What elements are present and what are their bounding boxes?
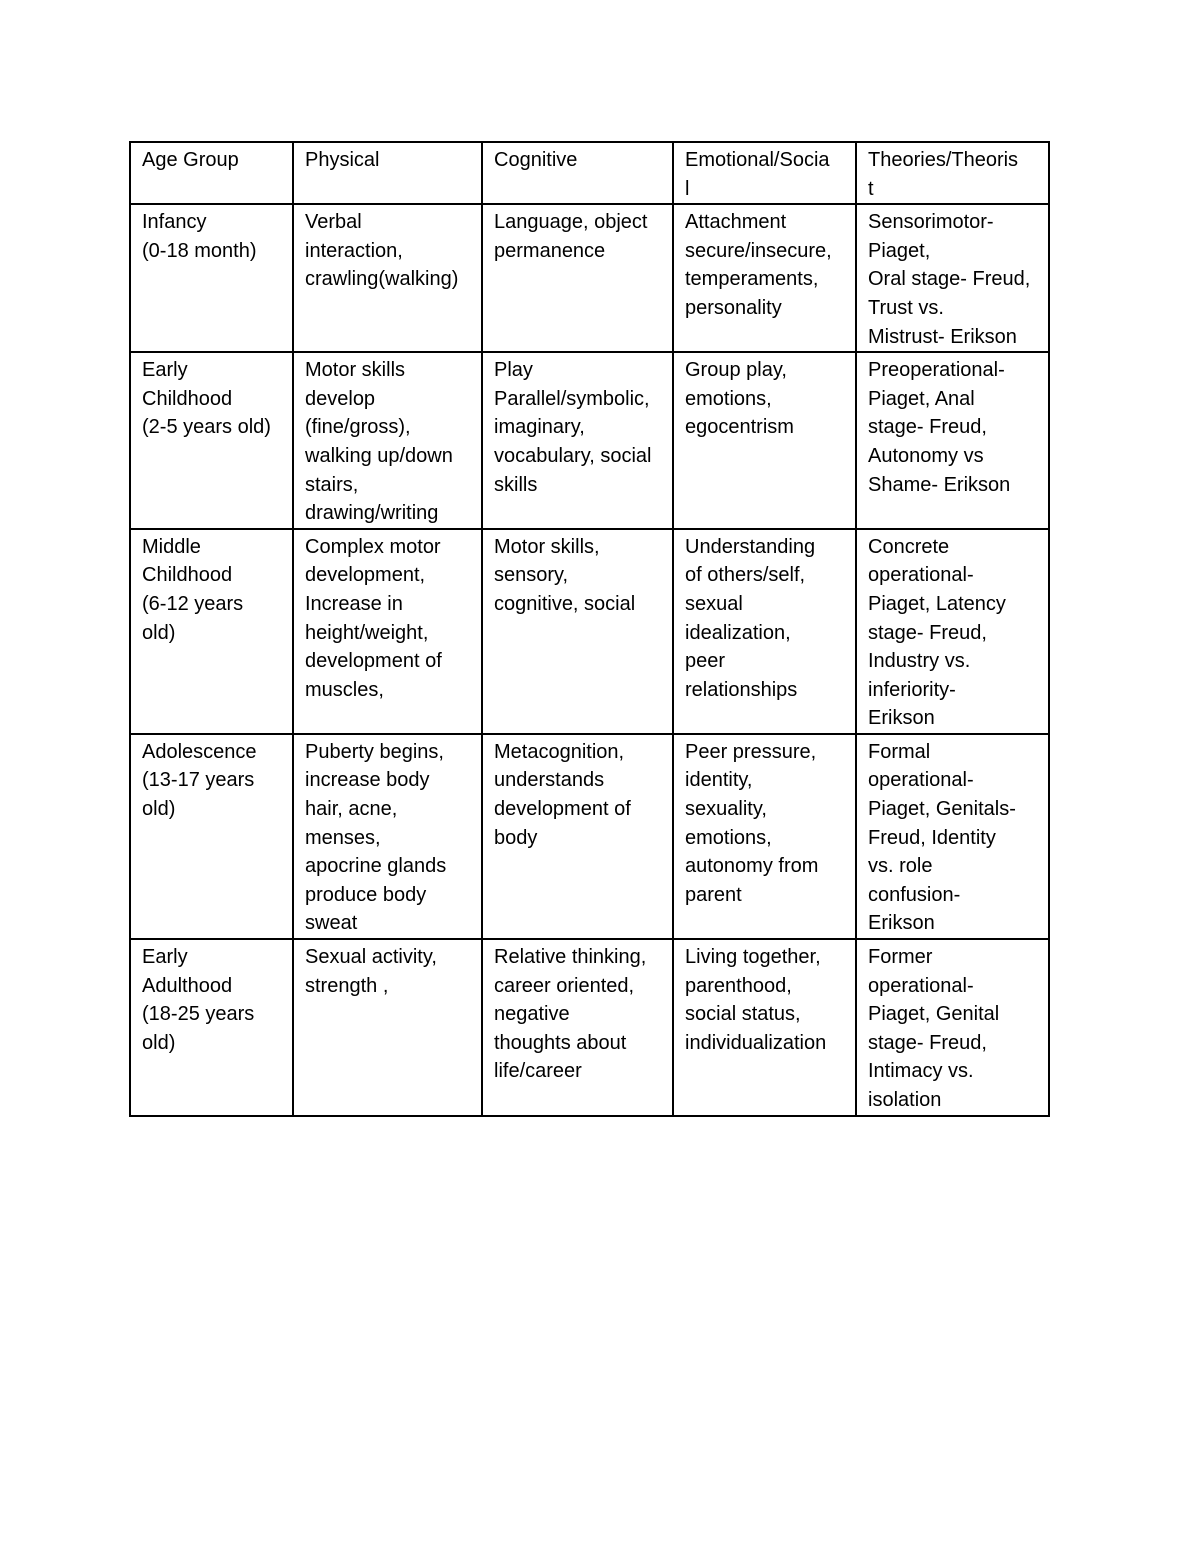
table-header-row [130,142,1049,204]
cell-text: Motor skills, sensory, cognitive, social [494,535,636,615]
cell-text: Former operational- Piaget, Genital stage- Freud, Intimacy vs. isolation [868,946,1000,1111]
cell-text: Complex motor development, Increase in height/weight, development of muscles, [305,535,442,701]
cell-text: Metacognition, understands development of body [494,740,631,849]
development-stages-table [129,141,1050,1117]
cell-emotional-social [673,734,856,939]
cell-text: Middle Childhood (6-12 years old) [142,535,244,644]
header-cell-age-group [130,142,293,204]
cell-text: Understanding of others/self, sexual idealization, peer relationships [685,535,816,701]
cell-text: Group play, emotions, egocentrism [685,359,794,439]
cell-text: Play Parallel/symbolic, imaginary, vocabulary, social skills [494,359,652,496]
cell-text: Sexual activity, strength , [305,946,437,997]
cell-physical [293,734,482,939]
cell-age-group [130,352,293,529]
cell-age-group [130,529,293,734]
cell-physical [293,204,482,352]
cell-text: Early Childhood (2-5 years old) [142,359,271,439]
table-row [130,529,1049,734]
cell-text: Peer pressure, identity, sexuality, emotions, autonomy from parent [685,740,819,906]
cell-age-group [130,734,293,939]
cell-theories [856,734,1049,939]
cell-age-group [130,204,293,352]
cell-physical [293,529,482,734]
cell-physical [293,352,482,529]
header-label: Physical [305,149,380,171]
cell-emotional-social [673,939,856,1116]
cell-physical [293,939,482,1116]
cell-text: Relative thinking, career oriented, negative thoughts about life/career [494,946,647,1083]
cell-emotional-social [673,352,856,529]
cell-emotional-social [673,204,856,352]
cell-text: Preoperational- Piaget, Anal stage- Freud, Autonomy vs Shame- Erikson [868,359,1011,496]
cell-text: Infancy (0-18 month) [142,211,257,262]
cell-text: Motor skills develop (fine/gross), walking up/down stairs, drawing/writing [305,359,453,525]
cell-text: Living together, parenthood, social status, individualization [685,946,827,1054]
cell-text: Puberty begins, increase body hair, acne, menses, apocrine glands produce body sweat [305,740,447,935]
cell-text: Verbal interaction, crawling(walking) [305,211,459,291]
header-cell-theories [856,142,1049,204]
table-row [130,352,1049,529]
cell-theories [856,204,1049,352]
cell-theories [856,939,1049,1116]
table-row [130,204,1049,352]
cell-cognitive [482,734,673,939]
cell-theories [856,529,1049,734]
table-row [130,939,1049,1116]
header-cell-physical [293,142,482,204]
header-cell-cognitive [482,142,673,204]
cell-text: Formal operational- Piaget, Genitals- Freud, Identity vs. role confusion- Erikson [868,740,1016,935]
header-label: Theories/Theoris t [868,149,1019,200]
cell-cognitive [482,939,673,1116]
cell-text: Adolescence (13-17 years old) [142,740,257,821]
cell-text: Language, object permanence [494,211,648,262]
cell-text: Sensorimotor- Piaget, Oral stage- Freud, Trust vs. Mistrust- Erikson [868,211,1031,348]
cell-cognitive [482,352,673,529]
table-row [130,734,1049,939]
cell-text: Attachment secure/insecure, temperaments, personality [685,211,832,319]
header-label: Emotional/Socia l [685,149,830,200]
header-cell-emotional-social [673,142,856,204]
cell-text: Early Adulthood (18-25 years old) [142,946,255,1054]
cell-cognitive [482,204,673,352]
cell-age-group [130,939,293,1116]
cell-emotional-social [673,529,856,734]
header-label: Cognitive [494,149,578,171]
header-label: Age Group [142,149,239,171]
cell-text: Concrete operational- Piaget, Latency stage- Freud, Industry vs. inferiority- Erikson [868,535,1006,730]
cell-theories [856,352,1049,529]
cell-cognitive [482,529,673,734]
